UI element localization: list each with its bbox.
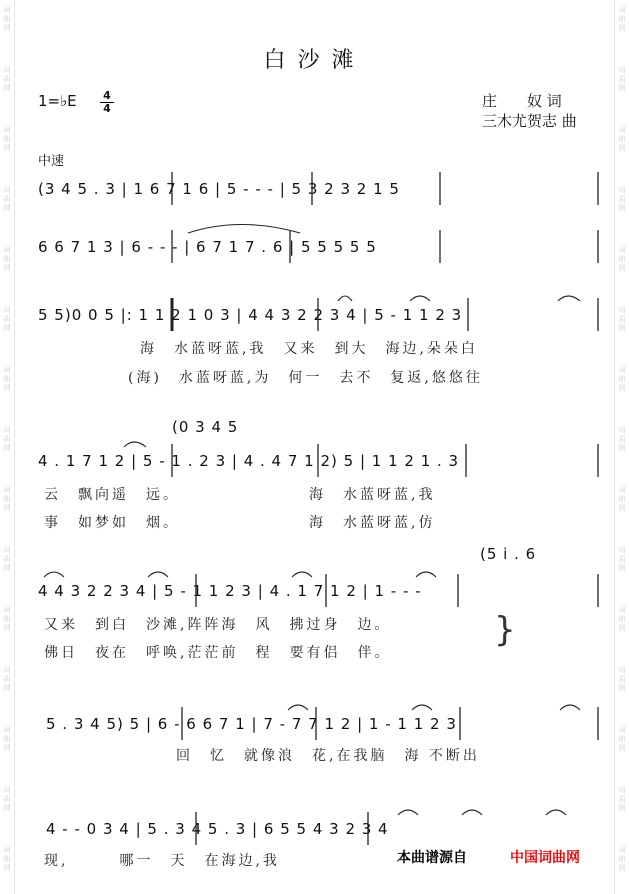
watermark: 词曲网: [618, 846, 626, 872]
watermark: 词曲网: [3, 426, 11, 452]
score-row-4-lyric-2: 事 如梦如 烟。 海 水蓝呀蓝,仿: [44, 515, 436, 531]
watermark: 词曲网: [3, 486, 11, 512]
watermark: 词曲网: [3, 786, 11, 812]
watermark: 词曲网: [3, 606, 11, 632]
score-row-7-lyric-1: 现, 哪一 天 在海边,我: [44, 853, 280, 869]
watermark: 词曲网: [3, 306, 11, 332]
watermark: 词曲网: [618, 366, 626, 392]
composer-credit: 三木尤贺志 曲: [482, 112, 577, 130]
watermark: 词曲网: [3, 546, 11, 572]
watermark: 词曲网: [618, 486, 626, 512]
score-row-4-notes: 4 . 1 7 1 2 | 5 - 1 . 2 3 | 4 . 4 7 1 2) 5 | 1 1 2 1 . 3: [38, 452, 460, 470]
watermark: 词曲网: [618, 726, 626, 752]
source-label: 本曲谱源自: [395, 847, 469, 867]
site-name: 中国词曲网: [508, 847, 582, 867]
watermark: 词曲网: [3, 186, 11, 212]
watermark: 词曲网: [618, 246, 626, 272]
meter-bottom: 4: [100, 102, 114, 115]
score-row-5-lyric-2: 佛日 夜在 呼唤,茫茫前 程 要有侣 伴。: [44, 645, 392, 661]
watermark: 词曲网: [618, 66, 626, 92]
watermark: 词曲网: [618, 666, 626, 692]
score-row-5-lyric-1: 又来 到白 沙滩,阵阵海 风 拂过身 边。: [44, 617, 392, 633]
song-title: 白沙滩: [263, 48, 366, 73]
watermark: 词曲网: [3, 6, 11, 32]
watermark: 词曲网: [618, 786, 626, 812]
watermark: 词曲网: [3, 366, 11, 392]
score-row-2-notes: 6 6 7 1 3 | 6 - - - | 6 7 1 7 . 6 | 5 5 5 5 5: [38, 238, 377, 256]
score-row-7-notes: 4 - - 0 3 4 | 5 . 3 4 5 . 3 | 6 5 5 4 3 2 3 4: [46, 820, 389, 838]
watermark: 词曲网: [3, 726, 11, 752]
watermark: 词曲网: [618, 6, 626, 32]
score-row-1-notes: (3 4 5 . 3 | 1 6 7 1 6 | 5 - - - | 5 3 2 3 2 1 5: [38, 180, 400, 198]
key-signature: 1=♭E: [38, 92, 77, 110]
watermark: 词曲网: [3, 666, 11, 692]
meter-top: 4: [103, 89, 111, 102]
score-row-3-lyric-2: (海) 水蓝呀蓝,为 何一 去不 复返,悠悠往: [128, 370, 483, 386]
score-row-5-notes: 4 4 3 2 2 3 4 | 5 - 1 1 2 3 | 4 . 1 7 1 2 | 1 - - -: [38, 582, 422, 600]
watermark: 词曲网: [618, 546, 626, 572]
watermark: 词曲网: [618, 606, 626, 632]
verse-brace: }: [494, 610, 516, 650]
score-row-4-lyric-1: 云 飘向遥 远。 海 水蓝呀蓝,我: [44, 487, 436, 503]
watermark: 词曲网: [3, 846, 11, 872]
watermark: 词曲网: [618, 186, 626, 212]
watermark: 词曲网: [3, 246, 11, 272]
score-row-3-lyric-1: 海 水蓝呀蓝,我 又来 到大 海边,朵朵白: [140, 341, 478, 357]
watermark: 词曲网: [3, 66, 11, 92]
watermark: 词曲网: [618, 126, 626, 152]
score-row-6-notes: 5 . 3 4 5) 5 | 6 - 6 6 7 1 | 7 - 7 7 1 2 | 1 - 1 1 2 3: [46, 715, 457, 733]
score-row-3-notes: 5 5)0 0 5 |: 1 1 2 1 0 3 | 4 4 3 2 2 3 4 | 5 - 1 1 2 3: [38, 306, 463, 324]
tempo-marking: 中速: [38, 154, 65, 169]
watermark: 词曲网: [618, 306, 626, 332]
lyricist-credit: 庄 奴 词: [482, 92, 562, 110]
score-row-5-intro: (5 i . 6: [480, 545, 537, 563]
score-row-6-lyric-1: 回 忆 就像浪 花,在我脑 海 不断出: [176, 748, 480, 764]
score-row-4-intro: (0 3 4 5: [172, 418, 239, 436]
watermark: 词曲网: [618, 426, 626, 452]
watermark: 词曲网: [3, 126, 11, 152]
